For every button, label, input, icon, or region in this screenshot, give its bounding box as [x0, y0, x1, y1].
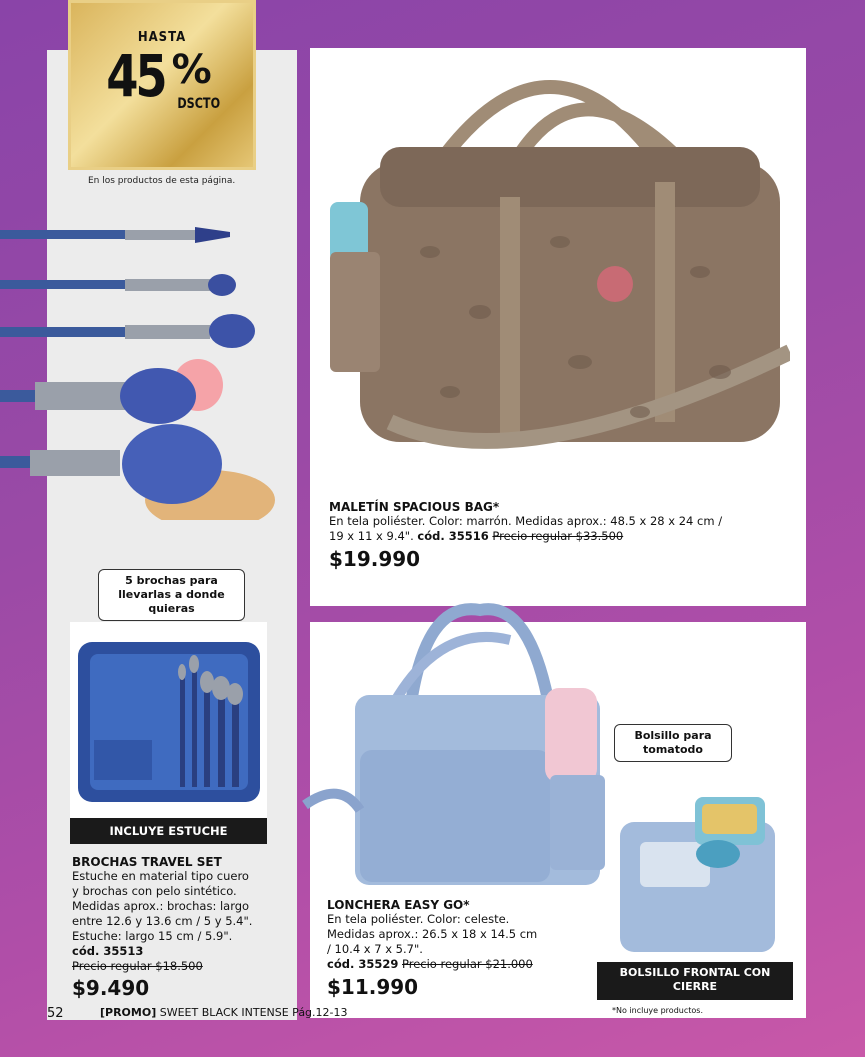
- brush-5: [0, 424, 222, 504]
- brush-4: [0, 368, 196, 424]
- brush-case-image: [70, 622, 267, 818]
- badge-note: En los productos de esta página.: [88, 176, 236, 186]
- bag-code: cód. 35516: [417, 529, 489, 543]
- bag-regular-price: Precio regular $33.500: [492, 529, 624, 543]
- brushes-callout: 5 brochas para llevarlas a donde quieras: [98, 569, 245, 621]
- case-bar: INCLUYE ESTUCHE: [70, 818, 267, 844]
- page-number: 52: [47, 1006, 64, 1021]
- lunch-desc-line: En tela poliéster. Color: celeste.: [327, 912, 510, 926]
- badge-percent: 45: [106, 42, 165, 110]
- brushes-title: BROCHAS TRAVEL SET: [72, 855, 222, 869]
- brushes-desc-line: Estuche: largo 15 cm / 5.9".: [72, 929, 233, 943]
- lunch-title: LONCHERA EASY GO*: [327, 898, 470, 912]
- lunch-code: cód. 35529: [327, 957, 399, 971]
- lunch-price: $11.990: [327, 975, 419, 999]
- bag-info: [329, 500, 799, 571]
- bag-logo: [597, 266, 633, 302]
- badge-percent-sign: %: [171, 47, 212, 93]
- pink-bottle: [545, 688, 597, 783]
- lunch-code-row: [327, 957, 597, 972]
- bottle-pocket-callout: Bolsillo para tomatodo: [614, 724, 732, 762]
- brushes-price: $9.490: [72, 976, 150, 1000]
- badge-dscto: DSCTO: [176, 96, 220, 112]
- bag-desc-line-2: [329, 529, 799, 544]
- bag-price: $19.990: [329, 547, 421, 571]
- brushes-code: cód. 35513: [72, 944, 144, 958]
- lunchbox-image: [300, 600, 610, 900]
- case-image-frame: [70, 622, 267, 818]
- bag-title: MALETÍN SPACIOUS BAG*: [329, 500, 500, 514]
- promo-tag: [PROMO]: [100, 1006, 157, 1019]
- badge-hasta: HASTA: [137, 30, 187, 45]
- brushes-image: [0, 210, 290, 520]
- bag-desc-line-1: En tela poliéster. Color: marrón. Medidas aprox.: 48.5 x 28 x 24 cm /: [329, 514, 723, 528]
- pocket-bar: BOLSILLO FRONTAL CON CIERRE: [597, 962, 793, 1000]
- front-pocket: [360, 750, 550, 882]
- bag-desc-dim: 19 x 11 x 9.4".: [329, 529, 414, 543]
- lunch-info: [327, 898, 597, 999]
- lunch-desc-line: Medidas aprox.: 26.5 x 18 x 14.5 cm: [327, 927, 538, 941]
- lunch-desc-line: / 10.4 x 7 x 5.7".: [327, 942, 423, 956]
- bag-image: [320, 12, 790, 472]
- brush-2: [0, 274, 236, 296]
- brushes-desc: [72, 869, 272, 974]
- lunch-desc: [327, 912, 597, 972]
- discount-badge: [68, 0, 256, 170]
- promo-text: SWEET BLACK INTENSE Pág.12-13: [159, 1006, 348, 1019]
- brushes-desc-line: y brochas con pelo sintético.: [72, 884, 237, 898]
- brushes-desc-line: Medidas aprox.: brochas: largo: [72, 899, 250, 913]
- brushes-info: [72, 855, 272, 1000]
- brush-3: [0, 314, 255, 348]
- promo-reference: [100, 1006, 348, 1019]
- brushes-desc-line: Estuche en material tipo cuero: [72, 869, 249, 883]
- brush-1: [0, 227, 230, 243]
- open-lunchbox-image: [600, 782, 790, 962]
- brushes-desc-line: entre 12.6 y 13.6 cm / 5 y 5.4".: [72, 914, 253, 928]
- lunch-regular-price: Precio regular $21.000: [402, 957, 533, 971]
- lunch-footnote: *No incluye productos.: [612, 1006, 703, 1015]
- brushes-regular-price: Precio regular $18.500: [72, 959, 203, 973]
